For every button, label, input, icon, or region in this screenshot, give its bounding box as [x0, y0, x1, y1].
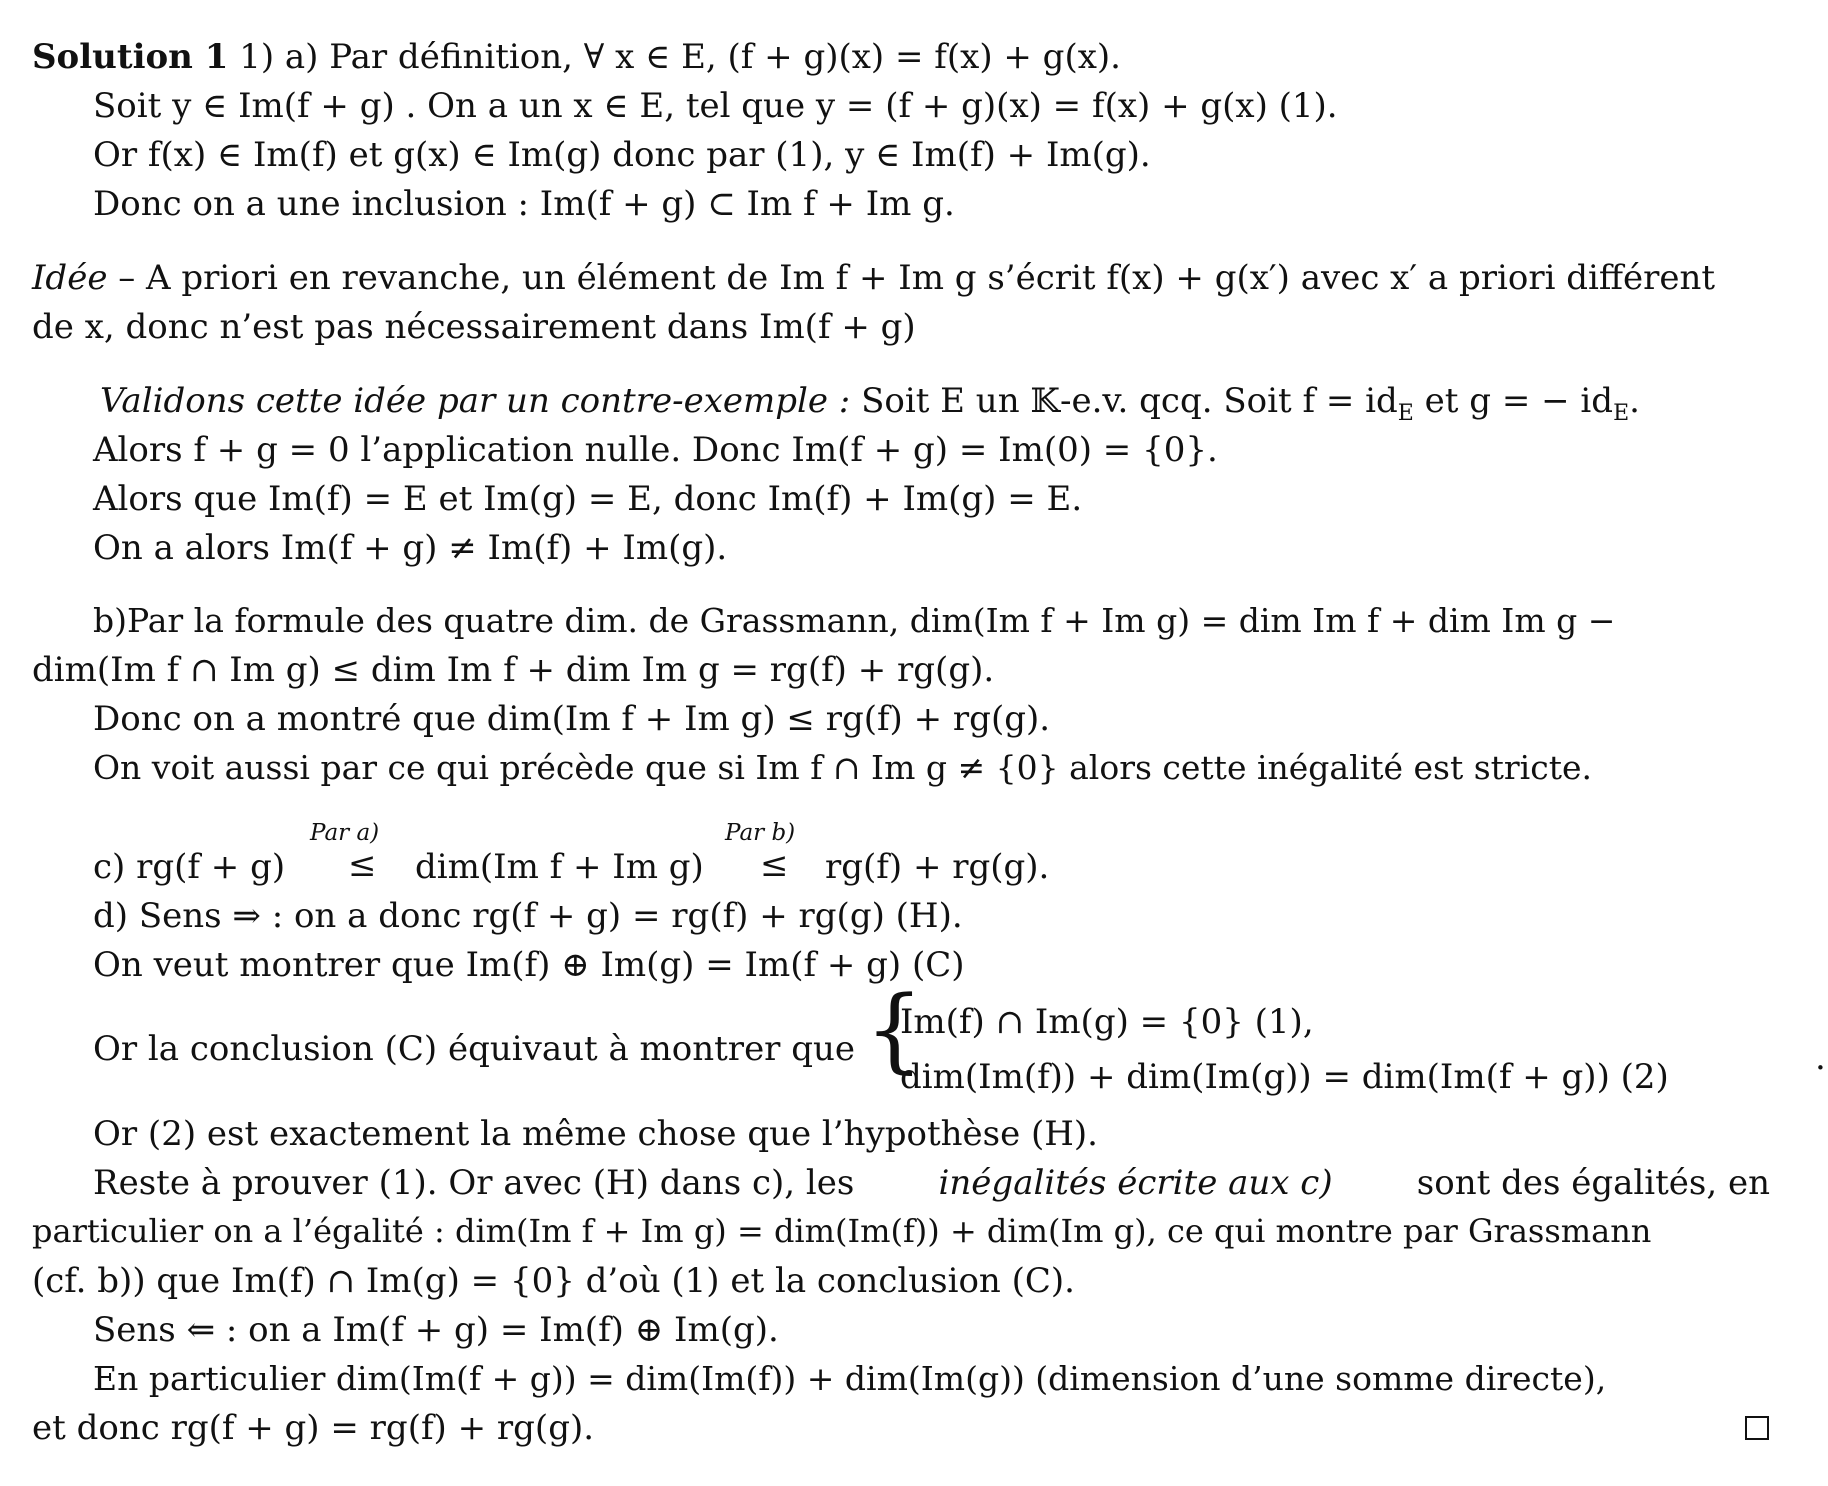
- system-brace: {: [865, 976, 924, 1083]
- idee-line-2: de x, donc n’est pas nécessairement dans Im(f + g): [32, 307, 916, 347]
- part-b-line-1: b)Par la formule des quatre dim. de Grassmann, dim(Im f + Im g) = dim Im f + dim Im g −: [93, 601, 1616, 640]
- idee-line-1: [32, 258, 1716, 298]
- part-c-seg-3: rg(f) + rg(g).: [825, 847, 1050, 887]
- counterexample-label: Validons cette idée par un contre-exemple :: [100, 381, 851, 421]
- part-d-line-5-italic: inégalités écrite aux c): [938, 1163, 1333, 1203]
- part-b-line-2: dim(Im f ∩ Im g) ≤ dim Im f + dim Im g = rg(f) + rg(g).: [32, 650, 995, 690]
- system-eq-1: Im(f) ∩ Im(g) = {0} (1),: [900, 1002, 1314, 1042]
- part-d-line-8: Sens ⇐ : on a Im(f + g) = Im(f) ⊕ Im(g).: [93, 1310, 779, 1350]
- label-par-a: Par a): [310, 820, 380, 846]
- idee-label: Idée: [32, 258, 108, 298]
- part-c-rel-1: ≤: [348, 845, 377, 885]
- counterexample-line-4: On a alors Im(f + g) ≠ Im(f) + Im(g).: [93, 528, 728, 568]
- part-d-line-3: Or la conclusion (C) équivaut à montrer que: [93, 1029, 856, 1069]
- counterexample-text-b: et g = − id: [1413, 381, 1614, 421]
- part-d-line-7: (cf. b)) que Im(f) ∩ Im(g) = {0} d’où (1) et la conclusion (C).: [32, 1261, 1075, 1301]
- part-d-line-5-a: Reste à prouver (1). Or avec (H) dans c), les: [93, 1163, 855, 1203]
- part-c-rel-2: ≤: [760, 845, 789, 885]
- part-d-line-5: [93, 1163, 1770, 1203]
- solution-line-4: Donc on a une inclusion : Im(f + g) ⊂ Im f + Im g.: [93, 184, 955, 224]
- solution-1a-text: 1) a) Par définition, ∀ x ∈ E, (f + g)(x) = f(x) + g(x).: [239, 37, 1121, 77]
- part-d-line-10: et donc rg(f + g) = rg(f) + rg(g).: [32, 1408, 595, 1448]
- subscript-e-2: E: [1613, 400, 1630, 426]
- solution-heading: Solution 1: [32, 37, 229, 77]
- part-b-line-4: On voit aussi par ce qui précède que si Im f ∩ Im g ≠ {0} alors cette inégalité est stricte.: [93, 748, 1592, 787]
- solution-line-1: [32, 37, 1121, 77]
- idee-text-1: – A priori en revanche, un élément de Im f + Im g s’écrit f(x) + g(x′) avec x′ a priori différent: [107, 258, 1716, 298]
- counterexample-text-c: .: [1629, 381, 1640, 421]
- label-par-b: Par b): [725, 820, 796, 846]
- solution-line-2: Soit y ∈ Im(f + g) . On a un x ∈ E, tel que y = (f + g)(x) = f(x) + g(x) (1).: [93, 86, 1338, 126]
- counterexample-line-1: [100, 381, 1640, 426]
- part-d-line-2: On veut montrer que Im(f) ⊕ Im(g) = Im(f + g) (C): [93, 945, 965, 985]
- system-trailing-dot: .: [1815, 1038, 1826, 1078]
- counterexample-text-a: Soit E un 𝕂-e.v. qcq. Soit f = id: [861, 381, 1398, 421]
- part-d-line-5-b: sont des égalités, en: [1416, 1163, 1770, 1203]
- subscript-e-1: E: [1397, 400, 1414, 426]
- part-d-line-9: En particulier dim(Im(f + g)) = dim(Im(f)) + dim(Im(g)) (dimension d’une somme directe),: [93, 1359, 1607, 1398]
- system-eq-2: dim(Im(f)) + dim(Im(g)) = dim(Im(f + g)) (2): [900, 1057, 1669, 1097]
- part-d-line-4: Or (2) est exactement la même chose que l’hypothèse (H).: [93, 1114, 1098, 1154]
- part-c-seg-1: c) rg(f + g): [93, 847, 286, 887]
- part-d-line-1: d) Sens ⇒ : on a donc rg(f + g) = rg(f) + rg(g) (H).: [93, 896, 963, 936]
- solution-line-3: Or f(x) ∈ Im(f) et g(x) ∈ Im(g) donc par (1), y ∈ Im(f) + Im(g).: [93, 135, 1151, 175]
- counterexample-line-3: Alors que Im(f) = E et Im(g) = E, donc Im(f) + Im(g) = E.: [93, 479, 1083, 519]
- part-d-line-6: particulier on a l’égalité : dim(Im f + Im g) = dim(Im(f)) + dim(Im g), ce qui montre par Grassmann: [32, 1212, 1652, 1250]
- counterexample-line-2: Alors f + g = 0 l’application nulle. Donc Im(f + g) = Im(0) = {0}.: [93, 430, 1218, 470]
- part-b-line-3: Donc on a montré que dim(Im f + Im g) ≤ rg(f) + rg(g).: [93, 699, 1051, 739]
- qed-square-icon: [1745, 1416, 1769, 1440]
- part-c-seg-2: dim(Im f + Im g): [415, 847, 704, 887]
